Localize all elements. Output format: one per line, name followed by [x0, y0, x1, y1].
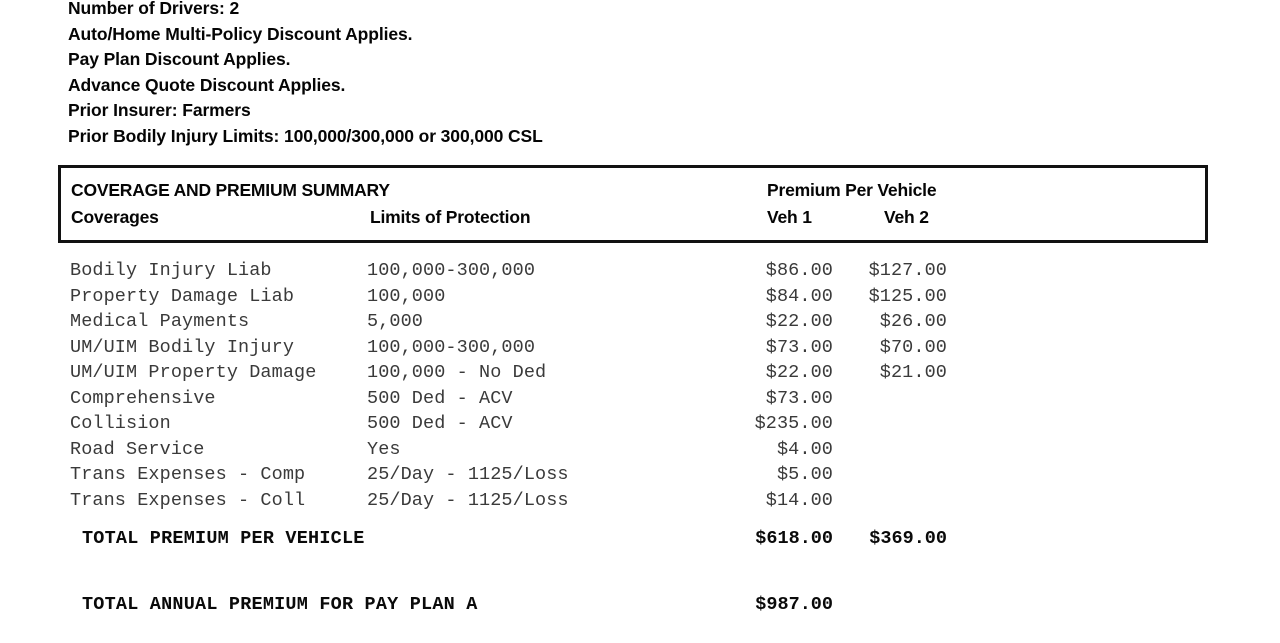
policy-info-line: Advance Quote Discount Applies. [68, 74, 346, 95]
coverage-limit: 100,000 [367, 285, 446, 307]
total-annual-premium-amount: $987.00 [755, 594, 833, 615]
coverage-name: Trans Expenses - Comp [70, 464, 306, 485]
table-row [0, 386, 1280, 412]
coverage-premium-veh1: $4.00 [776, 438, 833, 460]
policy-info-line: Number of Drivers: 2 [68, 0, 240, 18]
table-row [0, 335, 1280, 361]
coverage-name: Collision [70, 413, 171, 434]
coverage-premium-veh2: $21.00 [879, 362, 947, 383]
coverage-limit: 5,000 [367, 311, 424, 332]
policy-info-line: Prior Bodily Injury Limits: 100,000/300,000 or 300,000 CSL [68, 125, 543, 146]
coverage-premium-veh1: $5.00 [776, 464, 833, 485]
table-row [0, 258, 1280, 284]
coverage-premium-veh2: $70.00 [879, 336, 947, 358]
coverage-limit: 100,000-300,000 [367, 260, 536, 281]
coverage-name: UM/UIM Property Damage [70, 362, 317, 383]
coverage-limit: 500 Ded - ACV [367, 387, 513, 409]
total-premium-per-vehicle-row [0, 526, 1280, 552]
table-row [0, 360, 1280, 386]
coverage-premium-veh2: $125.00 [868, 285, 947, 307]
coverage-premium-veh1: $84.00 [765, 285, 833, 307]
coverage-premium-veh1: $235.00 [754, 413, 833, 434]
policy-info-line: Prior Insurer: Farmers [68, 100, 251, 121]
table-row [0, 309, 1280, 335]
coverage-name: Property Damage Liab [70, 285, 295, 307]
coverage-name: Road Service [70, 438, 205, 460]
coverage-name: Comprehensive [70, 387, 216, 409]
coverage-limit: 25/Day - 1125/Loss [367, 489, 569, 511]
coverage-limit: Yes [367, 438, 401, 460]
total-annual-premium-row [0, 592, 1280, 618]
coverage-name: UM/UIM Bodily Injury [70, 336, 295, 358]
coverage-premium-veh2: $127.00 [868, 260, 947, 281]
coverage-premium-veh2: $26.00 [879, 311, 947, 332]
coverage-name: Medical Payments [70, 311, 250, 332]
coverage-limit: 100,000-300,000 [367, 336, 536, 358]
table-row [0, 488, 1280, 514]
total-premium-per-vehicle-veh1: $618.00 [755, 528, 833, 549]
coverage-premium-veh1: $73.00 [765, 387, 833, 409]
coverage-limit: 100,000 - No Ded [367, 362, 547, 383]
table-row [0, 462, 1280, 488]
coverage-premium-veh1: $86.00 [765, 260, 833, 281]
policy-info-block [68, 0, 1168, 150]
coverage-name: Trans Expenses - Coll [70, 489, 306, 511]
policy-info-line: Auto/Home Multi-Policy Discount Applies. [68, 23, 413, 44]
total-premium-per-vehicle-label: TOTAL PREMIUM PER VEHICLE [82, 528, 365, 549]
table-row [0, 284, 1280, 310]
coverage-limit: 25/Day - 1125/Loss [367, 464, 569, 485]
coverage-premium-veh1: $14.00 [765, 489, 833, 511]
premium-per-vehicle-heading: Premium Per Vehicle [767, 180, 937, 200]
total-annual-premium-label: TOTAL ANNUAL PREMIUM FOR PAY PLAN A [82, 594, 478, 615]
column-header-veh-2: Veh 2 [884, 207, 929, 227]
coverage-name: Bodily Injury Liab [70, 260, 272, 281]
column-header-veh-1: Veh 1 [767, 207, 812, 227]
coverage-premium-veh1: $73.00 [765, 336, 833, 358]
coverage-premium-veh1: $22.00 [765, 311, 833, 332]
coverage-limit: 500 Ded - ACV [367, 413, 513, 434]
coverage-table [0, 258, 1280, 513]
total-premium-per-vehicle-veh2: $369.00 [869, 528, 947, 549]
table-row [0, 411, 1280, 437]
coverage-summary-title: COVERAGE AND PREMIUM SUMMARY [71, 180, 390, 200]
coverage-premium-veh1: $22.00 [765, 362, 833, 383]
policy-info-line: Pay Plan Discount Applies. [68, 49, 291, 70]
column-header-limits-of-protection: Limits of Protection [370, 207, 531, 227]
table-row [0, 437, 1280, 463]
coverage-summary-header-box [58, 165, 1208, 243]
column-header-coverages: Coverages [71, 207, 159, 227]
